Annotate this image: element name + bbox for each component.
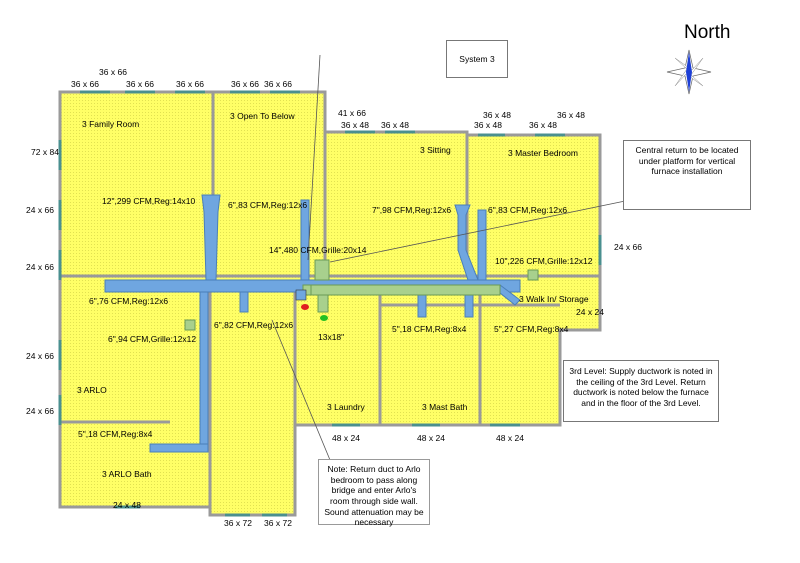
- duct-label-left1: 6",76 CFM,Reg:12x6: [89, 296, 169, 306]
- duct-label-sitting: 7",98 CFM,Reg:12x6: [372, 205, 452, 215]
- room-master-bedroom: 3 Master Bedroom: [508, 148, 578, 158]
- window-label: 24 x 66: [26, 406, 54, 416]
- room-arlo: 3 ARLO: [77, 385, 107, 395]
- window-label: 36 x 72: [264, 518, 292, 528]
- duct-label-family: 12",299 CFM,Reg:14x10: [102, 196, 196, 206]
- window-label: 36 x 48: [341, 120, 369, 130]
- room-open-below: 3 Open To Below: [230, 111, 295, 121]
- duct-label-walkin: 10",226 CFM,Grille:12x12: [495, 256, 593, 266]
- window-label: 36 x 48: [474, 120, 502, 130]
- system-label: System 3: [459, 54, 495, 64]
- window-label: 24 x 48: [113, 500, 141, 510]
- room-walk-in: 3 Walk In/ Storage: [519, 294, 589, 304]
- compass-icon: [667, 50, 711, 94]
- duct-label-return: 14",480 CFM,Grille:20x14: [269, 245, 367, 255]
- room-sitting: 3 Sitting: [420, 145, 451, 155]
- north-label: North: [684, 22, 731, 43]
- window-label: 36 x 66: [99, 67, 127, 77]
- duct-label-arlobath: 5",18 CFM,Reg:8x4: [78, 429, 153, 439]
- window-label: 48 x 24: [417, 433, 445, 443]
- room-family: 3 Family Room: [82, 119, 140, 129]
- window-label: 36 x 66: [264, 79, 292, 89]
- window-label: 41 x 66: [338, 108, 366, 118]
- level-note: 3rd Level: Supply ductwork is noted in the ceiling of the 3rd Level. Return ductwork is noted below the furnace and in the floor of the 3rd Level.: [563, 360, 719, 422]
- window-label: 36 x 48: [483, 110, 511, 120]
- window-label: 36 x 72: [224, 518, 252, 528]
- duct-label-laundry: 5",18 CFM,Reg:8x4: [392, 324, 467, 334]
- window-label: 36 x 66: [126, 79, 154, 89]
- window-label: 24 x 66: [614, 242, 642, 252]
- window-label: 48 x 24: [496, 433, 524, 443]
- duct-label-open: 6",83 CFM,Reg:12x6: [228, 200, 308, 210]
- window-label: 36 x 48: [529, 120, 557, 130]
- window-label: 72 x 84: [31, 147, 59, 157]
- room-arlo-bath: 3 ARLO Bath: [102, 469, 152, 479]
- system-label-box: [446, 40, 508, 78]
- window-label: 36 x 48: [381, 120, 409, 130]
- duct-label-furnace: 13x18": [318, 332, 345, 342]
- window-label: 24 x 66: [26, 351, 54, 361]
- duct-label-left2: 6",94 CFM,Grille:12x12: [108, 334, 197, 344]
- window-label: 36 x 48: [557, 110, 585, 120]
- duct-label-master: 6",83 CFM,Reg:12x6: [488, 205, 568, 215]
- window-label: 36 x 66: [176, 79, 204, 89]
- duct-label-bath: 5",27 CFM,Reg:8x4: [494, 324, 569, 334]
- window-label: 24 x 66: [26, 262, 54, 272]
- window-label: 36 x 66: [71, 79, 99, 89]
- window-label: 24 x 66: [26, 205, 54, 215]
- window-label: 36 x 66: [231, 79, 259, 89]
- arlo-return-note: Note: Return duct to Arlo bedroom to pass along bridge and enter Arlo's room through side wall. Sound attenuation may be necessary: [318, 459, 430, 525]
- central-return-note: Central return to be located under platform for vertical furnace installation: [623, 140, 751, 210]
- duct-label-center: 6",82 CFM,Reg:12x6: [214, 320, 294, 330]
- window-label: 48 x 24: [332, 433, 360, 443]
- room-laundry: 3 Laundry: [327, 402, 365, 412]
- window-label: 24 x 24: [576, 307, 604, 317]
- room-mast-bath: 3 Mast Bath: [422, 402, 468, 412]
